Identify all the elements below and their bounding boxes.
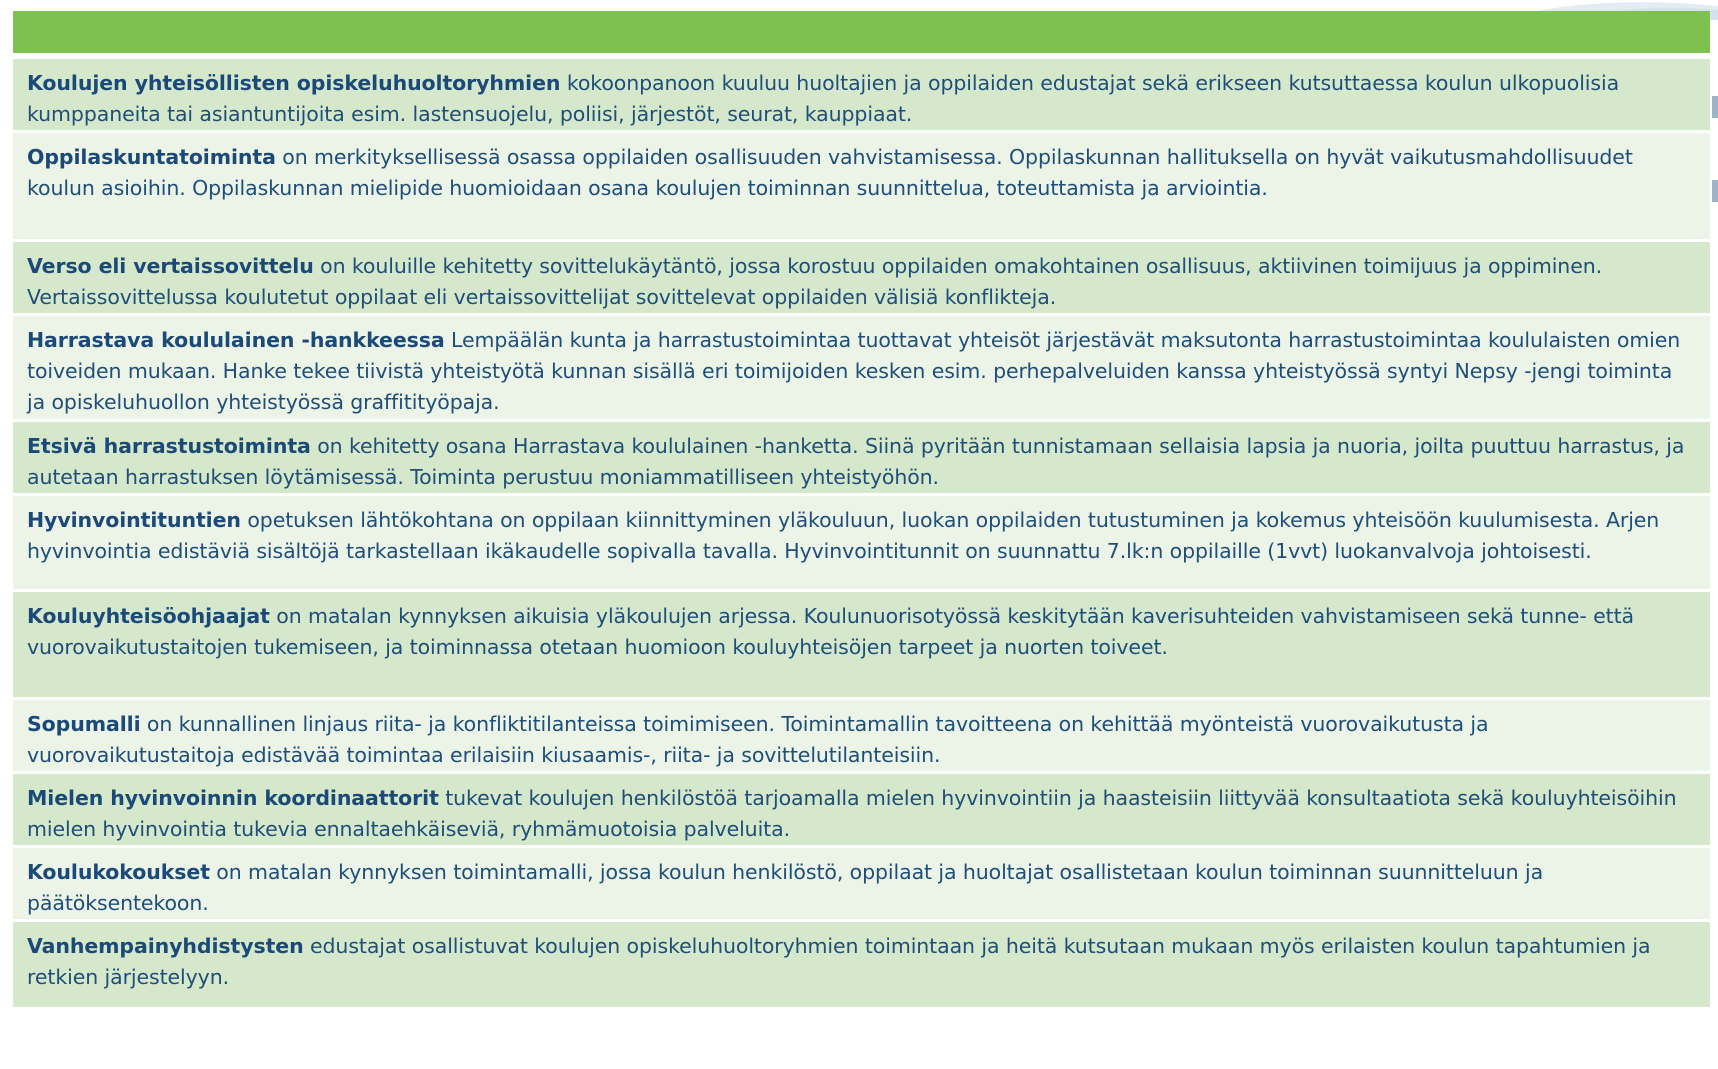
row-term: Hyvinvointituntien <box>27 508 241 532</box>
row-term: Kouluyhteisöohjaajat <box>27 604 270 628</box>
row-term: Koulujen yhteisöllisten opiskeluhuoltoryhmien <box>27 71 561 95</box>
table-row <box>13 848 1710 919</box>
row-text: on kehitetty osana Harrastava koululainen -hanketta. Siinä pyritään tunnistamaan sellaisia lapsia ja nuoria, joilta puuttuu harrastus, ja autetaan harrastuksen löytämisessä. Toiminta perustuu moniammatilliseen yhteistyöhön. <box>27 434 1685 489</box>
table-row <box>13 316 1710 419</box>
table-row <box>13 422 1710 493</box>
row-text: on matalan kynnyksen toimintamalli, jossa koulun henkilöstö, oppilaat ja huoltajat osallistetaan koulun toiminnan suunnitteluun ja päätöksentekoon. <box>27 860 1544 915</box>
table-header-bar <box>13 11 1710 53</box>
table-row <box>13 922 1710 1007</box>
table-row <box>13 59 1710 130</box>
row-text: on merkityksellisessä osassa oppilaiden osallisuuden vahvistamisessa. Oppilaskunnan hallituksella on hyvät vaikutusmahdollisuudet koulun asioihin. Oppilaskunnan mielipide huomioidaan osana koulujen toiminnan suunnittelua, toteuttamista ja arviointia. <box>27 145 1633 200</box>
row-term: Vanhempainyhdistysten <box>27 934 304 958</box>
row-term: Etsivä harrastustoiminta <box>27 434 311 458</box>
edge-marker <box>1712 96 1718 118</box>
row-term: Mielen hyvinvoinnin koordinaattorit <box>27 786 439 810</box>
table-row <box>13 133 1710 239</box>
table-row <box>13 774 1710 845</box>
row-term: Harrastava koululainen -hankkeessa <box>27 328 445 352</box>
table-row <box>13 242 1710 313</box>
table-row <box>13 700 1710 771</box>
row-text: opetuksen lähtökohtana on oppilaan kiinnittyminen yläkouluun, luokan oppilaiden tutustuminen ja kokemus yhteisöön kuulumisesta. Arjen hyvinvointia edistäviä sisältöjä tarkastellaan ikäkaudelle sopivalla tavalla. Hyvinvointitunnit on suunnattu 7.lk:n oppilaille (1vvt) luokanvalvoja johtoisesti. <box>27 508 1660 563</box>
row-term: Verso eli vertaissovittelu <box>27 254 314 278</box>
row-text: Lempäälän kunta ja harrastustoimintaa tuottavat yhteisöt järjestävät maksutonta harrastustoimintaa koululaisten omien toiveiden mukaan. Hanke tekee tiivistä yhteistyötä kunnan sisällä eri toimijoiden kesken esim. perhepalveluiden kanssa yhteistyössä syntyi Nepsy -jengi toiminta ja opiskeluhuollon yhteistyössä graffitityöpaja. <box>27 328 1681 414</box>
row-text: on matalan kynnyksen aikuisia yläkoulujen arjessa. Koulunuorisotyössä keskitytään kaverisuhteiden vahvistamiseen sekä tunne- että vuorovaikutustaitojen tukemiseen, ja toiminnassa otetaan huomioon kouluyhteisöjen tarpeet ja nuorten toiveet. <box>27 604 1634 659</box>
table-row <box>13 592 1710 697</box>
row-term: Sopumalli <box>27 712 141 736</box>
row-text: kokoonpanoon kuuluu huoltajien ja oppilaiden edustajat sekä erikseen kutsuttaessa koulun ulkopuolisia kumppaneita tai asiantuntijoita esim. lastensuojelu, poliisi, järjestöt, seurat, kauppiaat. <box>27 71 1620 126</box>
row-text: tukevat koulujen henkilöstöä tarjoamalla mielen hyvinvointiin ja haasteisiin liittyvää konsultaatiota sekä kouluyhteisöihin mielen hyvinvointia tukevia ennaltaehkäiseviä, ryhmämuotoisia palveluita. <box>27 786 1677 841</box>
row-term: Oppilaskuntatoiminta <box>27 145 276 169</box>
row-text: on kunnallinen linjaus riita- ja konfliktitilanteissa toimimiseen. Toimintamallin tavoitteena on kehittää myönteistä vuorovaikutusta ja vuorovaikutustaitoja edistävää toimintaa erilaisiin kiusaamis-, riita- ja sovittelutilanteisiin. <box>27 712 1489 767</box>
table-row <box>13 496 1710 589</box>
row-text: edustajat osallistuvat koulujen opiskeluhuoltoryhmien toimintaan ja heitä kutsutaan mukaan myös erilaisten koulun tapahtumien ja retkien järjestelyyn. <box>27 934 1651 989</box>
row-term: Koulukokoukset <box>27 860 210 884</box>
edge-marker <box>1712 180 1718 202</box>
content-table <box>13 11 1710 1010</box>
row-text: on kouluille kehitetty sovittelukäytäntö, jossa korostuu oppilaiden omakohtainen osallisuus, aktiivinen toimijuus ja oppiminen. Vertaissovittelussa koulutetut oppilaat eli vertaissovittelijat sovittelevat oppilaiden välisiä konflikteja. <box>27 254 1603 309</box>
